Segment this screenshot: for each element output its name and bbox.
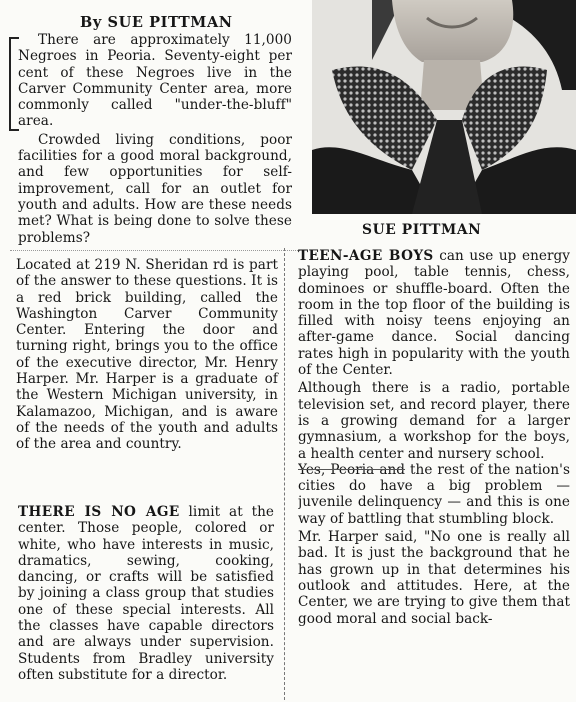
location-paragraph: Located at 219 N. Sheridan rd is part of the answer to these questions. It is a red brick building, called the Washington Carver Community Center. Entering the door and turning right, brings you to the office of the executive director, Mr. Henry Harper. Mr. Harper is a graduate of the Western Michigan university, in Kalamazoo, Michigan, and is aware of the needs of the youth and adults of the area and country. (16, 257, 278, 453)
teen-paragraph (298, 248, 570, 378)
right-column (298, 248, 570, 692)
portrait-image (312, 0, 576, 214)
intro-column (18, 32, 292, 246)
struck-text: Yes, Peoria and (298, 461, 406, 478)
facilities-paragraph: Although there is a radio, portable television set, and record player, there is a growing demand for a larger gymnasium, a workshop for the boys, a health center and nursery school. (298, 380, 570, 462)
location-column (16, 257, 278, 453)
intro-paragraph-2: Crowded living conditions, poor facilities for a good moral background, and few opportunities for self-improvement, call for an outlet for youth and adults. How are these needs met? What is being done to solve these problems? (18, 131, 292, 246)
teen-text: can use up energy playing pool, table tennis, chess, dominoes or shuffle-board. Often the room in the top floor of the building is filled with noisy teens enjoying an after-game dance. Social dancing rates high in popularity with the youth of the Center. (298, 248, 570, 379)
byline: By SUE PITTMAN (80, 14, 233, 31)
author-photo (312, 0, 576, 214)
problem-paragraph (298, 462, 570, 527)
intro-paragraph-1: There are approximately 11,000 Negroes in Peoria. Seventy-eight per cent of these Negroes live in the Carver Community Center area, more commonly called "under-the-bluff" area. (18, 32, 292, 130)
age-subhead: THERE IS NO AGE (18, 504, 180, 520)
problem-text: the rest of the nation's cities do have a big problem — juvenile delinquency — and this is one way of battling that stumbling block. (298, 461, 570, 527)
harper-quote: Mr. Harper said, "No one is really all bad. It is just the background that he has grown up in that determines his outlook and attitudes. Here, at the Center, we are trying to give them that good moral and social back- (298, 529, 570, 627)
column-divider (284, 248, 285, 700)
photo-caption: SUE PITTMAN (362, 222, 482, 238)
age-text: limit at the center. Those people, colored or white, who have interests in music, dramatics, sewing, cooking, dancing, or crafts will be satisfied by joining a class group that studies one of these special interests. All the classes have capable directors and are always under supervision. Students from Bradley university often substitute for a director. (18, 504, 275, 683)
age-paragraph (18, 504, 274, 683)
teen-subhead: TEEN-AGE BOYS (298, 248, 434, 264)
horizontal-rule (10, 250, 300, 251)
age-column (18, 504, 274, 683)
